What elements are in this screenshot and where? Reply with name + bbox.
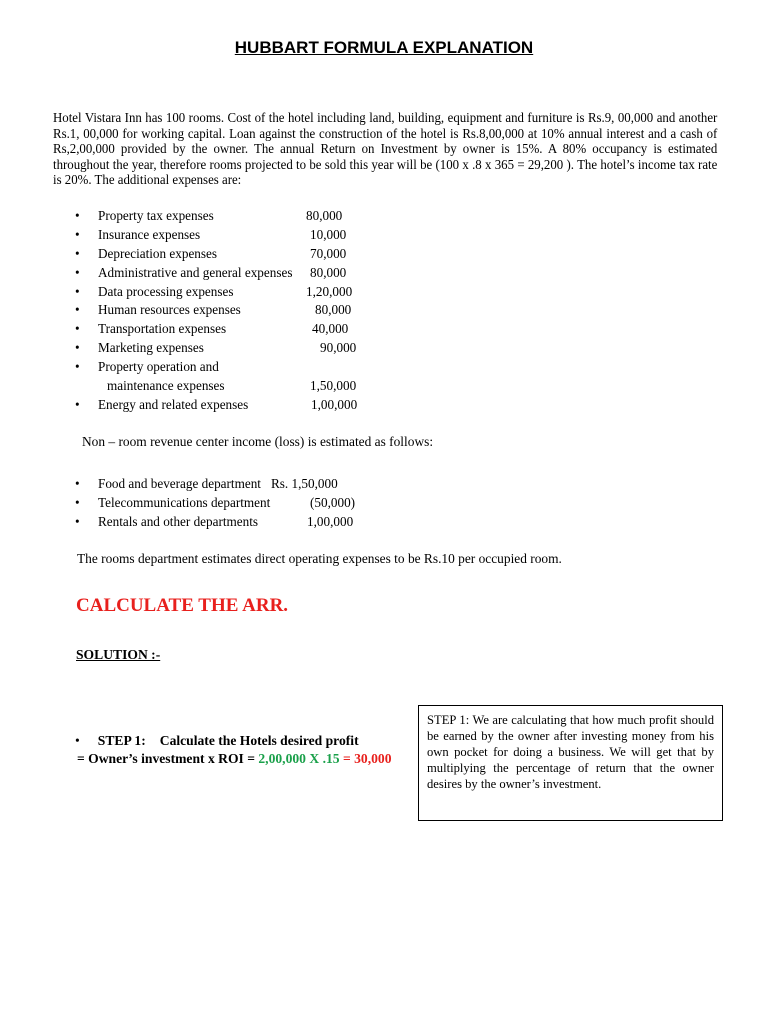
bullet: • [75, 302, 80, 318]
income-value: (50,000) [310, 494, 356, 510]
bullet: • [75, 340, 80, 356]
expense-value: 10,000 [310, 226, 347, 242]
expense-name: Property operation and [98, 359, 219, 375]
expense-name: Data processing expenses [98, 283, 234, 299]
step1-formula [77, 751, 392, 767]
income-name: Rentals and other departments [98, 513, 259, 529]
expense-value: 80,000 [315, 302, 352, 318]
non-room-income-note: Non – room revenue center income (loss) is estimated as follows: [82, 434, 434, 449]
expense-value: 80,000 [306, 208, 343, 223]
solution-label: SOLUTION :- [76, 647, 161, 662]
expense-name: Administrative and general expenses [98, 264, 293, 280]
step1-explanation-box: STEP 1: We are calculating that how much profit should be earned by the owner after investing money from his own pocket for doing a business. We will get that by multiplying the percentage of return that the owner desires by the owner’s investment. [418, 705, 723, 821]
formula-result: 30,000 [354, 751, 392, 766]
expense-name: Transportation expenses [98, 321, 227, 337]
expense-value: 90,000 [320, 340, 357, 356]
expense-name: Energy and related expenses [98, 396, 249, 412]
bullet: • [75, 513, 80, 529]
bullet: • [75, 494, 80, 510]
bullet: • [75, 396, 80, 412]
step1-text: Calculate the Hotels desired profit [159, 733, 359, 748]
formula-prefix: = Owner’s investment x ROI = [77, 751, 259, 766]
step1-label: STEP 1: [97, 733, 146, 748]
expense-value: 40,000 [312, 321, 349, 337]
expense-value: 1,50,000 [310, 378, 357, 394]
income-name: Food and beverage department [98, 476, 261, 491]
expense-name: Property tax expenses [98, 208, 214, 223]
calculate-arr-heading: CALCULATE THE ARR. [76, 595, 289, 616]
expense-value: 80,000 [310, 264, 347, 280]
income-value: 1,00,000 [307, 513, 354, 529]
bullet: • [75, 321, 80, 337]
expense-name: Human resources expenses [98, 302, 241, 318]
expense-value: 1,00,000 [311, 396, 358, 412]
page-title: HUBBART FORMULA EXPLANATION [234, 38, 534, 57]
expense-name: Insurance expenses [98, 226, 201, 242]
income-name: Telecommunications department [98, 494, 271, 510]
problem-intro-paragraph: Hotel Vistara Inn has 100 rooms. Cost of the hotel including land, building, equipment and furniture is Rs.9, 00,000 and another Rs.1, 00,000 for working capital. Loan against the construction of the hotel is Rs.8,00,000 at 10% annual interest and a cash of Rs,2,00,000 provided by the owner. The annual Return on Investment by owner is 15%. A 80% occupancy is estimated throughout the year, therefore rooms projected to be sold this year will be (100 x .8 x 365 = 29,200 ). The hotel’s income tax rate is 20%. The additional expenses are: [53, 110, 718, 188]
step1-heading [75, 733, 359, 749]
bullet: • [75, 359, 80, 375]
rooms-expense-note: The rooms department estimates direct operating expenses to be Rs.10 per occupied room. [77, 551, 562, 566]
formula-equals: = [339, 751, 355, 766]
expense-name: maintenance expenses [107, 378, 225, 394]
bullet: • [75, 733, 80, 748]
bullet: • [75, 208, 80, 223]
expense-name: Marketing expenses [98, 340, 204, 356]
formula-expression: 2,00,000 X .15 [258, 751, 340, 766]
bullet: • [75, 283, 80, 299]
expense-value: 1,20,000 [306, 283, 353, 299]
bullet: • [75, 245, 80, 261]
bullet: • [75, 264, 80, 280]
bullet: • [75, 476, 80, 491]
expense-name: Depreciation expenses [98, 245, 218, 261]
expense-value: 70,000 [310, 245, 347, 261]
bullet: • [75, 226, 80, 242]
income-value: Rs. 1,50,000 [271, 476, 338, 491]
